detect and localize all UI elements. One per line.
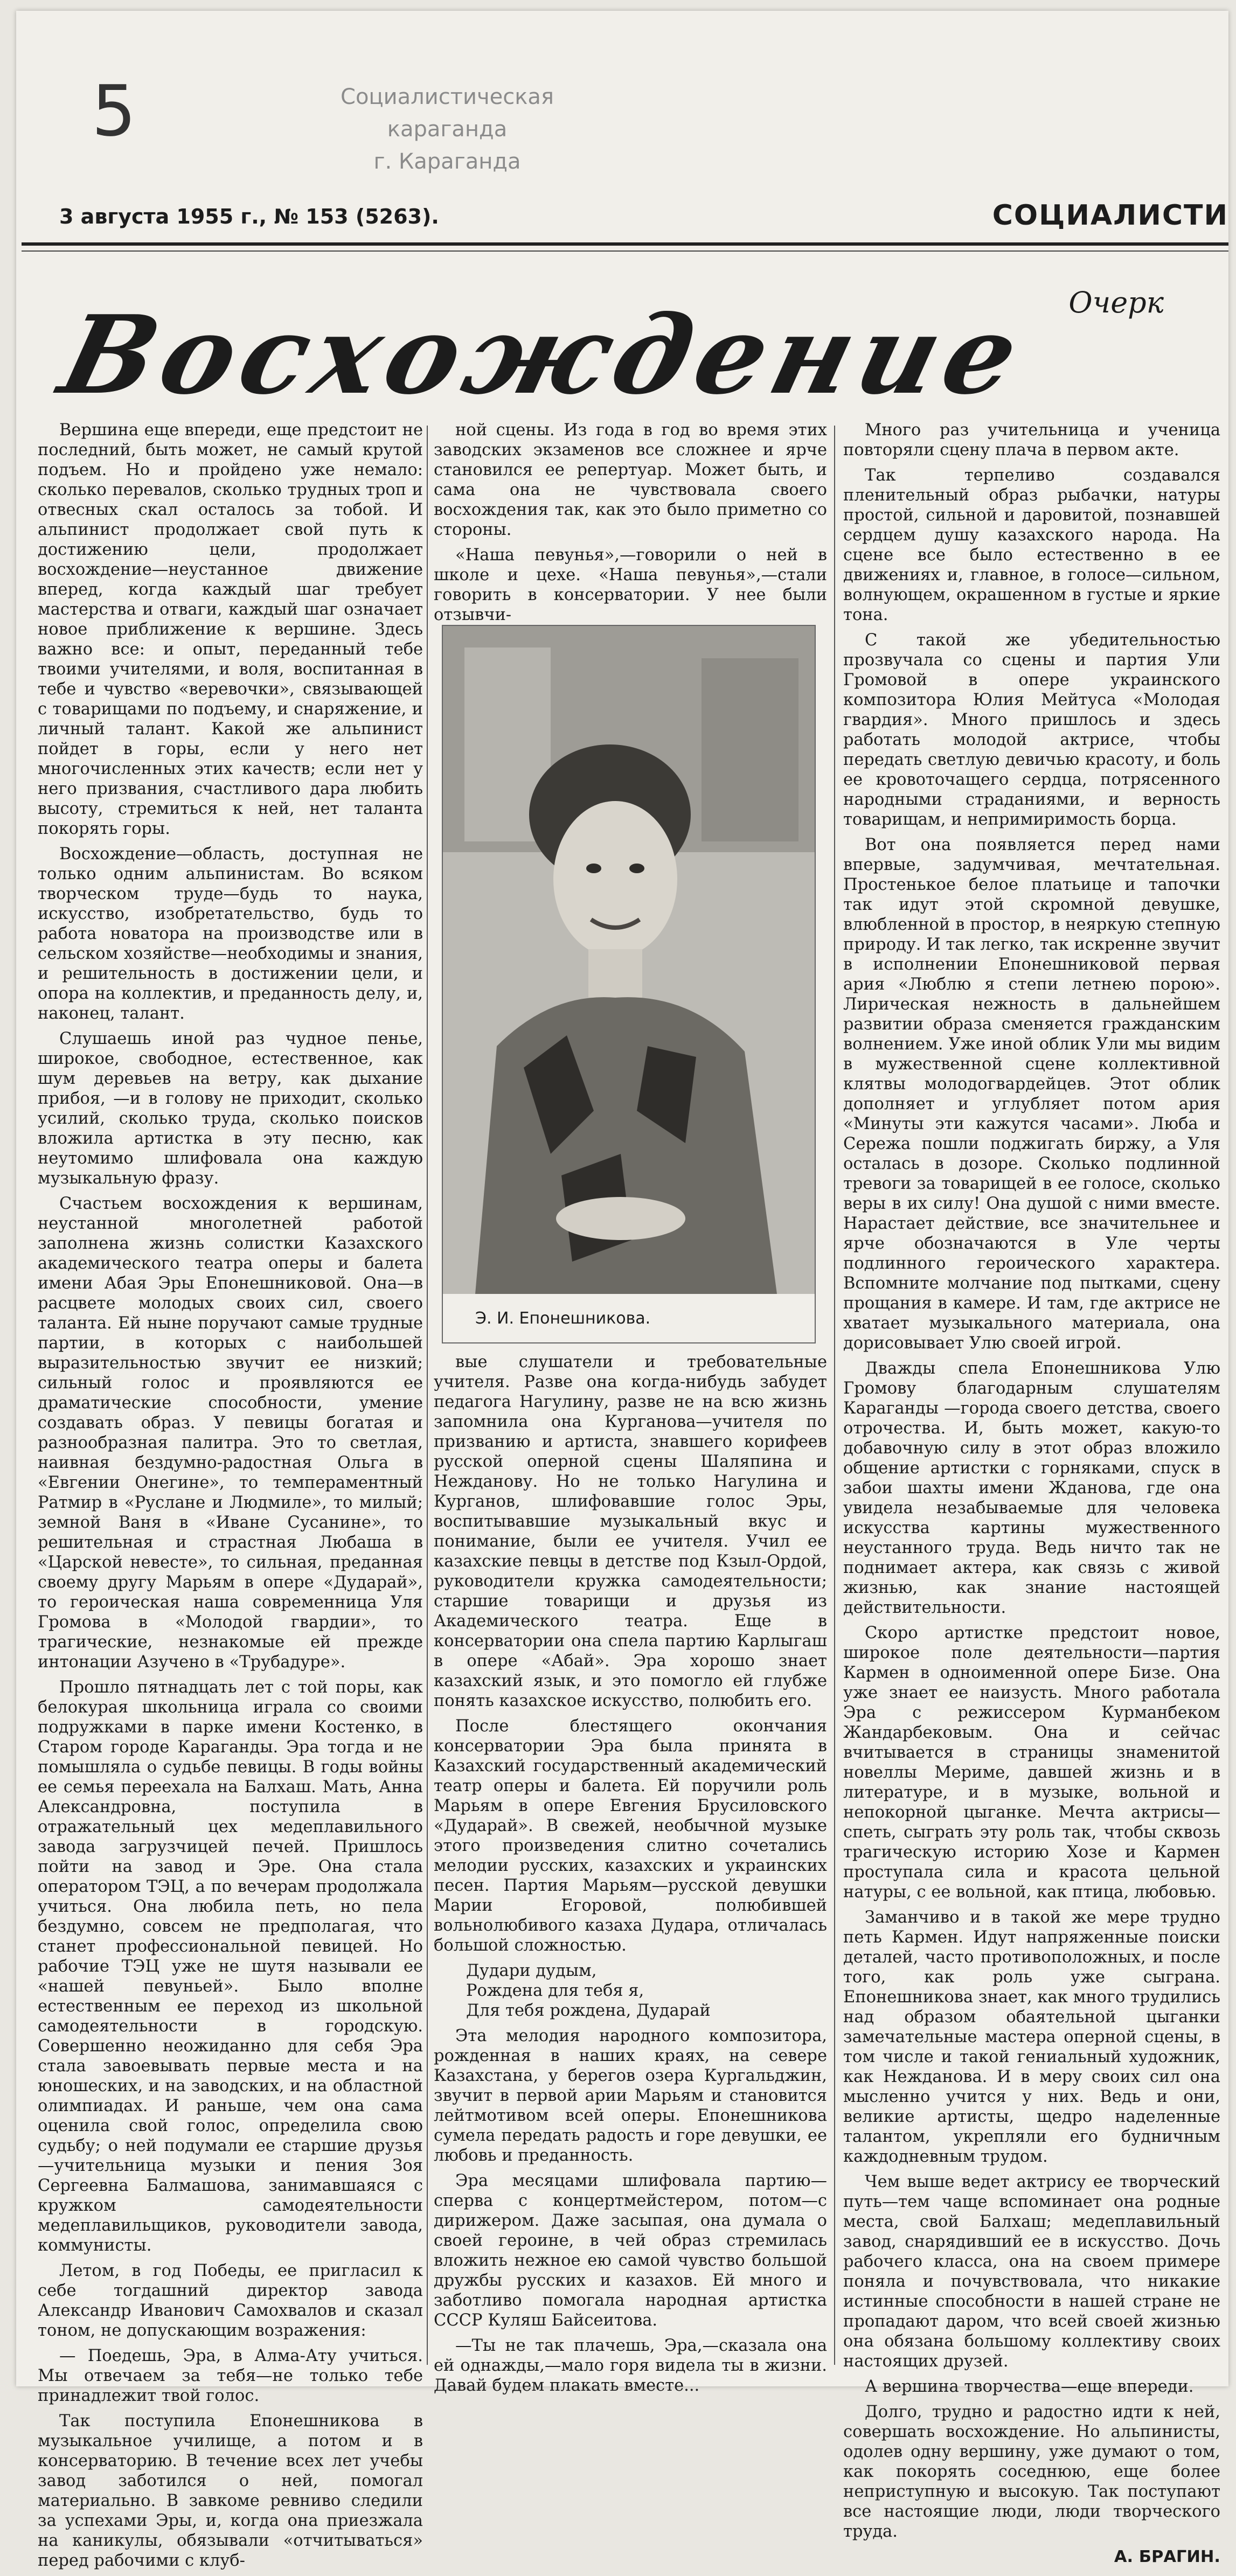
paragraph: А вершина творчества—еще впереди. — [865, 2377, 1194, 2396]
dateline: 3 августа 1955 г., № 153 (5263). — [59, 205, 439, 228]
clip-number: 5 — [92, 70, 136, 152]
paragraph: Эра месяцами шлифовала партию—сперва с концертмейстером, потом—с дирижером. Даже засыпая, она думала о своей героине, в чей образ стремилась вложить нежное ею самой чувство большой дружбы русских и казахов. Ей много и заботливо помогала народная артистка СССР Куляш Байсеитова. — [434, 2171, 827, 2330]
article-genre: Очерк — [1068, 286, 1164, 319]
column-2-bottom — [434, 1352, 827, 2401]
portrait-image — [443, 626, 815, 1294]
paragraph: Чем выше ведет актрису ее творческий путь—тем чаще вспоминает она родные места, свой Балхаш; медеплавильный завод, снарядивший ее в искусство. Дочь рабочего класса, она на своем примере поняла и почувствовала, что никакие истинные способности в нашей стране не пропадают даром, что всей своей жизнью она обязана большому коллективу своих настоящих друзей. — [843, 2173, 1220, 2371]
verse-line: Рождена для тебя я, — [466, 1981, 644, 2000]
author-signature: А. БРАГИН. — [1114, 2547, 1220, 2566]
header-rule — [22, 242, 1228, 246]
column-3 — [843, 420, 1220, 2567]
column-rule — [427, 426, 428, 2365]
paragraph: Заманчиво и в такой же мере трудно петь Кармен. Идут напряженные поиски деталей, часто противоположных, и после того, как роль уже сыграна. Епонешникова знает, как много трудились над образом обаятельной цыганки замечательные мастера оперной сцены, в том числе и такой гениальный художник, как Нежданова. И в меру своих сил она мысленно учится у них. Ведь и они, великие артисты, щедро наделенные талантом, укрепляли его будничным каждодневным трудом. — [843, 1908, 1220, 2166]
paragraph: После блестящего окончания консерватории Эра была принята в Казахский государственный академический театр оперы и балета. Ей поручили роль Марьям в опере Евгения Брусиловского «Дударай». В свежей, необычной музыке этого произведения слитно сочетались мелодии русских, казахских и украинских песен. Партия Марьям—русской девушки Марии Егоровой, полюбившей вольнолюбивого казаха Дудара, отличалась большой сложностью. — [434, 1717, 827, 1955]
verse-line: Дудари дудым, — [466, 1961, 597, 1980]
source-name: Социалистическая караганда — [341, 85, 554, 142]
paragraph: Летом, в год Победы, ее пригласил к себе тогдашний директор завода Александр Иванович Самохвалов и сказал тоном, не допускающим возражения: — [38, 2261, 423, 2340]
paragraph: —Ты не так плачешь, Эра,—сказала она ей однажды,—мало горя видела ты в жизни. Давай будем плакать вместе... — [434, 2336, 827, 2395]
photo-caption: Э. И. Епонешникова. — [443, 1294, 815, 1342]
source-stamp — [286, 81, 609, 178]
paragraph: Скоро артистке предстоит новое, широкое поле деятельности—партия Кармен в одноименной опере Бизе. Она уже знает ее наизусть. Много работала Эра с режиссером Курманбеком Жандарбековым. Она и сейчас вчитывается в страницы знаменитой новеллы Мериме, давшей жизнь и в литературе, и в музыке, вольной и непокорной цыганке. Мечта актрисы—спеть, сыграть эту роль так, чтобы сквозь трагическую историю Хозе и Кармен проступала сила и красота цельной натуры, с ее вольной, как птица, любовью. — [843, 1624, 1220, 1902]
verse-line: Для тебя рождена, Дударай — [466, 2001, 711, 2020]
source-city: г. Караганда — [373, 149, 521, 174]
article-title: Восхождение — [48, 292, 1038, 419]
newspaper-clipping — [16, 11, 1228, 2570]
paragraph: Эта мелодия народного композитора, рожденная в наших краях, на севере Казахстана, у берегов озера Кургальджин, звучит в первой арии Марьям и становится лейтмотивом всей оперы. Епонешникова сумела передать радость и горе девушки, ее любовь и преданность. — [434, 2027, 827, 2165]
header-rule-thin — [22, 250, 1228, 252]
paragraph: Восхождение—область, доступная не только одним альпинистам. Во всяком творческом труде—будь то наука, искусство, изобретательство, будь то работа новатора на производстве или в сельском хозяйстве—необходимы и знания, и решительность в достижении цели, и опора на коллектив, и преданность делу, и, наконец, талант. — [38, 845, 423, 1023]
paragraph: Так терпеливо создавался пленительный образ рыбачки, натуры простой, сильной и даровитой, познавшей сердцем душу казахского народа. На сцене все было естественно в ее движениях и, главное, в голосе—сильном, волнующем, окрашенном в густые и яркие тона. — [843, 466, 1220, 624]
paragraph: Вот она появляется перед нами впервые, задумчивая, мечтательная. Простенькое белое платьице и тапочки так идут этой скромной девушке, влюбленной в простор, в неяркую степную природу. И так легко, так искренне звучит в исполнении Епонешниковой первая ария «Люблю я степи летнею порою». Лирическая нежность в дальнейшем развитии образа сменяется гражданским волнением. Уже иной облик Ули мы видим в мужественной сцене коллективной клятвы молодогвардейцев. Этот облик дополняет и углубляет потом ария «Минуты эти кажутся часами». Люба и Сережа пошли поджигать биржу, а Уля осталась в дозоре. Сколько подлинной тревоги за товарищей в ее голосе, сколько веры в их силу! Она душой с ними вместе. Нарастает действие, все значительнее и ярче обозначаются в Уле черты подлинного героического характера. Вспомните молчание под пытками, сцену прощания в камере. И там, где актрисе не хватает музыкального материала, она дорисовывает Улю своей игрой. — [843, 836, 1220, 1353]
paragraph: Много раз учительница и ученица повторяли сцену плача в первом акте. — [843, 421, 1220, 459]
article-headline — [48, 291, 1142, 420]
song-verse — [466, 1961, 827, 2021]
paragraph: Вершина еще впереди, еще предстоит не последний, быть может, не самый крутой подъем. Но и пройдено уже немало: сколько перевалов, сколько трудных троп и отвесных скал осталось за тобой. И альпинист продолжает свой путь к достижению цели, продолжает восхождение—неустанное движение вперед, когда каждый шаг требует мастерства и отваги, каждый шаг означает новое приближение к вершине. Здесь важно все: и опыт, переданный тебе твоими учителями, и воля, воспитанная в тебе и чувство «веревочки», связывающей с товарищами по подъему, и снаряжение, и личный талант. Какой же альпинист пойдет в горы, если у него нет многочисленных этих качеств; если нет у него призвания, счастливого дара любить высоту, стремиться к ней, нет таланта покорять горы. — [38, 421, 423, 838]
paragraph: — Поедешь, Эра, в Алма-Ату учиться. Мы отвечаем за тебя—не только тебе принадлежит твой голос. — [38, 2347, 423, 2405]
paragraph: вые слушатели и требовательные учителя. Разве она когда-нибудь забудет педагога Нагулину, разве не на всю жизнь запомнила она Курганова—учителя по призванию и артиста, знавшего корифеев русской оперной сцены Шаляпина и Нежданову. Но не только Нагулина и Курганов, шлифовавшие голос Эры, воспитывавшие музыкальный вкус и понимание, были ее учителя. Учил ее казахские певцы в детстве под Кзыл-Ордой, руководители кружка самодеятельности; старшие товарищи и друзья из Академического театра. Еще в консерватории она спела партию Карлыгаш в опере «Абай». Эра хорошо знает казахский язык, и это помогло ей глубже понять казахское искусство, полюбить его. — [434, 1353, 827, 1710]
paragraph: Так поступила Епонешникова в музыкальное училище, а потом и в консерваторию. В течение всех лет учебы завод заботился о ней, помогал материально. В завкоме ревниво следили за успехами Эры, и, когда она приезжала на каникулы, обязывали «отчитываться» перед рабочими с клуб- — [38, 2412, 423, 2570]
column-rule — [834, 426, 835, 2365]
paragraph: Слушаешь иной раз чудное пенье, широкое, свободное, естественное, как шум деревьев на ветру, как дыхание прибоя, —и в голову не приходит, сколько усилий, сколько труда, сколько поисков вложила артистка в эту песню, как неутомимо шлифовала она каждую музыкальную фразу. — [38, 1029, 423, 1188]
paragraph: Долго, трудно и радостно идти к ней, совершать восхождение. Но альпинисты, одолев одну вершину, уже думают о том, как покорять соседнюю, еще более неприступную и высокую. Так поступают все настоящие люди, люди творческого труда. — [843, 2403, 1220, 2541]
column-1 — [38, 420, 423, 2576]
paragraph: ной сцены. Из года в год во время этих заводских экзаменов все сложнее и ярче становился ее репертуар. Может быть, и сама она не чувствовала своего восхождения так, как это было приметно со стороны. — [434, 421, 827, 539]
portrait-photo — [442, 625, 816, 1343]
paragraph: Дважды спела Епонешникова Улю Громову благодарным слушателям Караганды —города своего детства, своего отрочества. И, быть может, какую-то добавочную силу в этот образ вложило общение артистки с горняками, спуск в забои шахты имени Жданова, где она увидела незабываемые для человека искусства картины мужественного неустанного труда. Ведь ничто так не поднимает актера, как связь с живой жизнью, как знание настоящей действительности. — [843, 1359, 1220, 1617]
paragraph: Счастьем восхождения к вершинам, неустанной многолетней работой заполнена жизнь солистки Казахского академического театра оперы и балета имени Абая Эры Епонешниковой. Она—в расцвете молодых своих сил, своего таланта. Ей ныне поручают самые трудные партии, в которых с наибольшей выразительностью звучит ее низкий; сильный голос и проявляются ее драматические способности, умение создавать образ. У певицы богатая и разнообразная палитра. Это то светлая, наивная бездумно-радостная Ольга в «Евгении Онегине», то темпераментный Ратмир в «Руслане и Людмиле», то милый; земной Ваня в «Иване Сусанине», то решительная и страстная Любаша в «Царской невесте», то сильная, преданная своему другу Марьям в опере «Дударай», то героическая наша современница Уля Громова в «Молодой гвардии», то трагические, незнакомые ей прежде интонации Азучено в «Трубадуре». — [38, 1194, 423, 1672]
column-2-top — [434, 420, 827, 630]
paragraph: С такой же убедительностью прозвучала со сцены и партия Ули Громовой в опере украинского композитора Юлия Мейтуса «Молодая гвардия». Много пришлось и здесь работать молодой актрисе, чтобы передать светлую девичью красоту, и боль ее кровоточащего сердца, потрясенного народными страданиями, и верность товарищам, и непримиримость борца. — [843, 631, 1220, 829]
paragraph: «Наша певунья»,—говорили о ней в школе и цехе. «Наша певунья»,—стали говорить в консерватории. У нее были отзывчи- — [434, 546, 827, 624]
paragraph: Прошло пятнадцать лет с той поры, как белокурая школьница играла со своими подружками в парке имени Костенко, в Старом городе Караганды. Эра тогда и не помышляла о судьбе певицы. В годы войны ее семья переехала на Балхаш. Мать, Анна Александровна, поступила в отражательный цех медеплавильного завода загрузчицей печей. Пришлось пойти на завод и Эре. Она стала оператором ТЭЦ, а по вечерам продолжала учиться. Она любила петь, но пела бездумно, совсем не предполагая, что станет профессиональной певицей. Но рабочие ТЭЦ уже не шутя называли ее «нашей певуньей». Было вполне естественным ее переход из школьной самодеятельности в городскую. Совершенно неожиданно для себя Эра стала завоевывать первые места и на юношеских, и на заводских, и на областной олимпиадах. И раньше, чем она сама оценила свой голос, определила свою судьбу; о ней подумали ее старшие друзья—учительница музыки и пения Зоя Сергеевна Балмашова, занимавшаяся с кружком самодеятельности медеплавильщиков, руководители завода, коммунисты. — [38, 1678, 423, 2255]
masthead: СОЦИАЛИСТИ — [992, 199, 1228, 232]
